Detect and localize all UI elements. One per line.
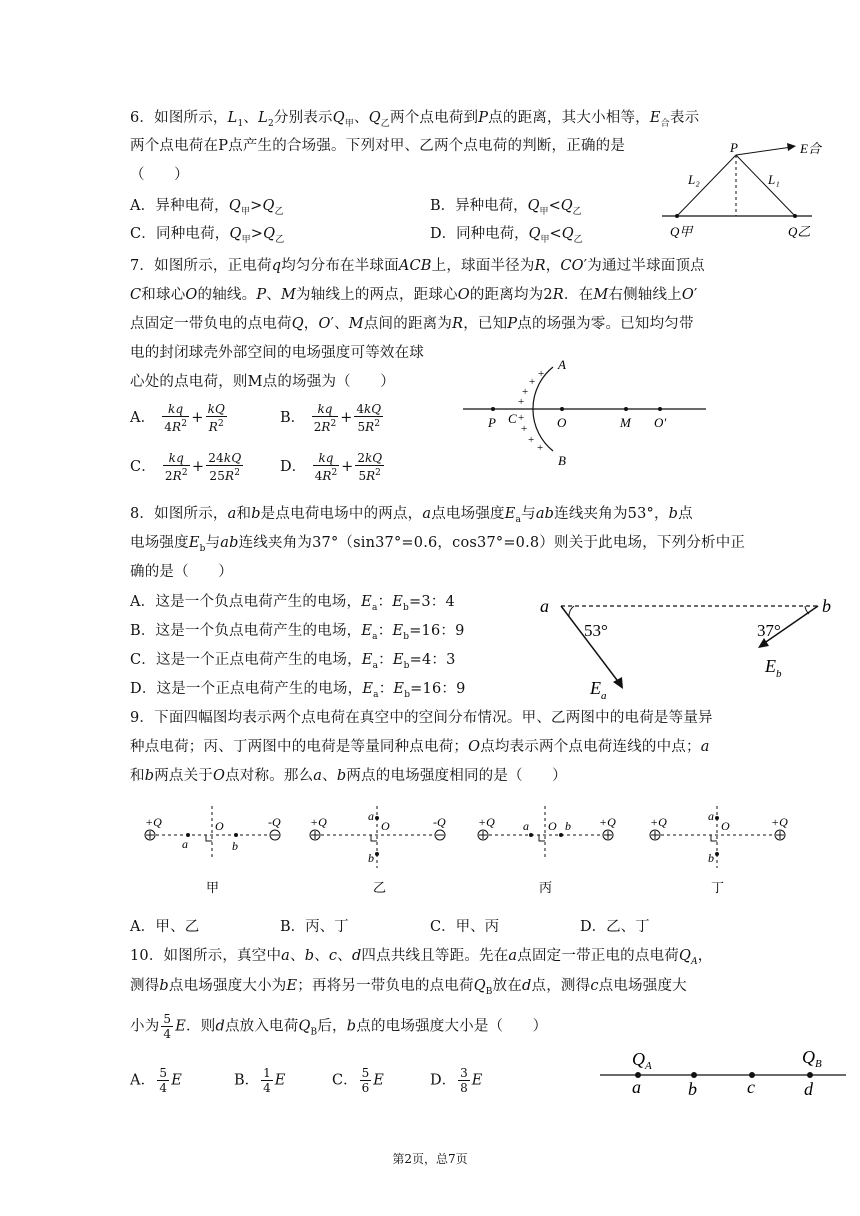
q7-figure bbox=[458, 355, 708, 470]
q10-line2: 测得b点电场强度大小为E；再将另一带负电的点电荷$Q_B$放在d点，测得c点电场强度大 bbox=[130, 978, 687, 997]
q6-paren: （ ） bbox=[130, 167, 189, 183]
q7-label-op: O′ bbox=[654, 415, 667, 430]
svg-text:+: + bbox=[537, 442, 544, 454]
q7-line3: 点固定一带负电的点电荷Q，O′、M点间的距离为R，已知P点的场强为零。已知均匀带 bbox=[130, 316, 694, 332]
q10-option-a: A． $\frac{5}{4}$ E bbox=[130, 1066, 183, 1095]
q8-line1: 8．如图所示，a和b是点电荷电场中的两点，a点电场强度$E_a$与ab连线夹角为53°，b点 bbox=[130, 506, 693, 525]
q8-option-c: C．这是一个正点电荷产生的电场，$E_a$：$E_b=4$：3 bbox=[130, 652, 456, 671]
q9-panel-ding bbox=[645, 800, 805, 900]
q10-option-b: B． $\frac{1}{4}$ E bbox=[234, 1066, 286, 1095]
q10-option-c: C． $\frac{5}{6}$ E bbox=[332, 1066, 384, 1095]
q8-angle-a: 53° bbox=[584, 621, 608, 640]
q9-panel-jia bbox=[140, 800, 300, 900]
svg-text:+Q: +Q bbox=[145, 815, 162, 829]
q7-label-m: M bbox=[620, 415, 631, 430]
svg-text:+Q: +Q bbox=[650, 815, 667, 829]
q8-line3: 确的是（ ） bbox=[130, 564, 233, 580]
q7-line1: 7．如图所示，正电荷q均匀分布在半球面ACB上，球面半径为R，CO′为通过半球面顶点 bbox=[130, 258, 705, 274]
svg-text:+: + bbox=[529, 376, 536, 388]
q10-label-d: d bbox=[804, 1079, 813, 1099]
q8-label-ea: $E_a$ bbox=[590, 678, 607, 702]
q7-label-a: A bbox=[558, 357, 566, 372]
q9-option-b: B．丙、丁 bbox=[280, 919, 349, 935]
svg-text:+Q: +Q bbox=[478, 815, 495, 829]
q6-label-l1: L₁ bbox=[768, 172, 780, 187]
q6-line1: 6．如图所示，$L_1$、$L_2$分别表示$Q_甲$、$Q_乙$两个点电荷到P点的距离，其大小相等，$E_合$表示 bbox=[130, 110, 700, 129]
q10-label-a: a bbox=[632, 1077, 641, 1097]
svg-text:+: + bbox=[518, 396, 525, 408]
q6-figure bbox=[650, 140, 830, 245]
svg-text:b: b bbox=[708, 851, 714, 865]
q8-figure bbox=[535, 592, 840, 702]
q7-line4: 电的封闭球壳外部空间的电场强度可等效在球 bbox=[130, 345, 424, 361]
q7-label-p: P bbox=[488, 415, 496, 430]
q7-option-a: A． $\frac{kq}{4R^2}$ + $\frac{kQ}{R^2}$ bbox=[130, 402, 226, 434]
svg-text:O: O bbox=[548, 819, 557, 833]
q10-line1: 10．如图所示，真空中a、b、c、d四点共线且等距。先在a点固定一带正电的点电荷$Q_A$， bbox=[130, 948, 713, 967]
page-footer: 第2页，总7页 bbox=[392, 1152, 468, 1166]
q7-option-c: C． $\frac{kq}{2R^2}$ + $\frac{24kQ}{25R^2}$ bbox=[130, 451, 242, 483]
q8-label-a: a bbox=[540, 596, 549, 616]
q6-label-p: P bbox=[730, 140, 738, 155]
q7-option-d: D． $\frac{kq}{4R^2}$ + $\frac{2kQ}{5R^2}$ bbox=[280, 451, 383, 483]
q10-line3: 小为 $\frac{5}{4}$ E．则d点放入电荷$Q_B$后，b点的电场强度大小是（ ） bbox=[130, 1012, 548, 1041]
q9-option-a: A．甲、乙 bbox=[130, 919, 200, 935]
q9-option-d: D．乙、丁 bbox=[580, 919, 650, 935]
q6-option-c: C．同种电荷，$Q_甲>Q_乙$ bbox=[130, 226, 285, 245]
q8-angle-b: 37° bbox=[757, 621, 781, 640]
q9-panel-bing bbox=[473, 800, 633, 900]
q8-label-b: b bbox=[822, 596, 831, 616]
q10-figure bbox=[598, 1045, 848, 1100]
svg-text:-Q: -Q bbox=[268, 815, 281, 829]
q6-label-e: E合 bbox=[800, 141, 821, 156]
svg-text:O: O bbox=[215, 819, 224, 833]
q10-option-d: D． $\frac{3}{8}$ E bbox=[430, 1066, 483, 1095]
q9-option-c: C．甲、丙 bbox=[430, 919, 500, 935]
q7-option-b: B． $\frac{kq}{2R^2}$ + $\frac{4kQ}{5R^2}$ bbox=[280, 402, 382, 434]
q10-label-qb: $Q_B$ bbox=[802, 1047, 822, 1070]
q7-label-b: B bbox=[558, 453, 566, 468]
q9-label-yi: 乙 bbox=[373, 880, 387, 895]
q9-line1: 9．下面四幅图均表示两个点电荷在真空中的空间分布情况。甲、乙两图中的电荷是等量异 bbox=[130, 710, 713, 726]
svg-text:+: + bbox=[528, 434, 535, 446]
q8-line2: 电场强度$E_b$与ab连线夹角为37°（sin37°=0.6，cos37°=0.8）则关于此电场，下列分析中正 bbox=[130, 535, 746, 554]
q9-line3: 和b两点关于O点对称。那么a、b两点的电场强度相同的是（ ） bbox=[130, 768, 567, 784]
q6-option-a: A．异种电荷，$Q_甲>Q_乙$ bbox=[130, 198, 284, 217]
q8-option-d: D．这是一个正点电荷产生的电场，$E_a$：$E_b=16$：9 bbox=[130, 681, 466, 700]
svg-text:+: + bbox=[521, 423, 528, 435]
svg-text:+Q: +Q bbox=[771, 815, 788, 829]
q6-label-qy: Q乙 bbox=[788, 224, 811, 239]
q8-option-b: B．这是一个负点电荷产生的电场，$E_a$：$E_b=16$：9 bbox=[130, 623, 465, 642]
svg-text:a: a bbox=[523, 819, 529, 833]
q6-label-qj: Q甲 bbox=[670, 224, 693, 239]
q6-line2: 两个点电荷在P点产生的合场强。下列对甲、乙两个点电荷的判断，正确的是 bbox=[130, 138, 626, 154]
svg-text:-Q: -Q bbox=[433, 815, 446, 829]
q8-option-a: A．这是一个负点电荷产生的电场，$E_a$：$E_b=3$：4 bbox=[130, 594, 455, 613]
svg-text:O: O bbox=[721, 819, 730, 833]
svg-text:+: + bbox=[522, 386, 529, 398]
svg-text:+: + bbox=[538, 368, 545, 380]
q8-label-eb: $E_b$ bbox=[765, 656, 782, 680]
svg-text:b: b bbox=[368, 851, 374, 865]
svg-text:a: a bbox=[368, 809, 374, 823]
q9-label-bing: 丙 bbox=[539, 880, 553, 895]
q7-label-o: O bbox=[557, 415, 567, 430]
svg-text:+Q: +Q bbox=[310, 815, 327, 829]
q6-option-b: B．异种电荷，$Q_甲<Q_乙$ bbox=[430, 198, 582, 217]
q10-label-b: b bbox=[688, 1079, 697, 1099]
q7-label-c: C bbox=[508, 411, 517, 426]
svg-text:b: b bbox=[565, 819, 571, 833]
q7-line2: C和球心O的轴线。P、M为轴线上的两点，距球心O的距离均为2R．在M右侧轴线上O′ bbox=[130, 287, 698, 303]
q6-label-l2: L₂ bbox=[688, 172, 700, 187]
q9-line2: 种点电荷；丙、丁两图中的电荷是等量同种点电荷；O点均表示两个点电荷连线的中点；a bbox=[130, 739, 710, 755]
q6-option-d: D．同种电荷，$Q_甲<Q_乙$ bbox=[430, 226, 583, 245]
q9-label-jia: 甲 bbox=[206, 880, 220, 895]
q7-line5: 心处的点电荷，则M点的场强为（ ） bbox=[130, 374, 395, 390]
q9-label-ding: 丁 bbox=[711, 880, 725, 895]
svg-text:b: b bbox=[232, 839, 238, 853]
svg-text:+Q: +Q bbox=[599, 815, 616, 829]
svg-text:O: O bbox=[381, 819, 390, 833]
svg-text:a: a bbox=[708, 809, 714, 823]
q9-panel-yi bbox=[305, 800, 465, 900]
svg-text:a: a bbox=[182, 837, 188, 851]
svg-text:+: + bbox=[518, 412, 525, 424]
q10-label-c: c bbox=[747, 1077, 755, 1097]
q10-label-qa: $Q_A$ bbox=[632, 1049, 652, 1072]
